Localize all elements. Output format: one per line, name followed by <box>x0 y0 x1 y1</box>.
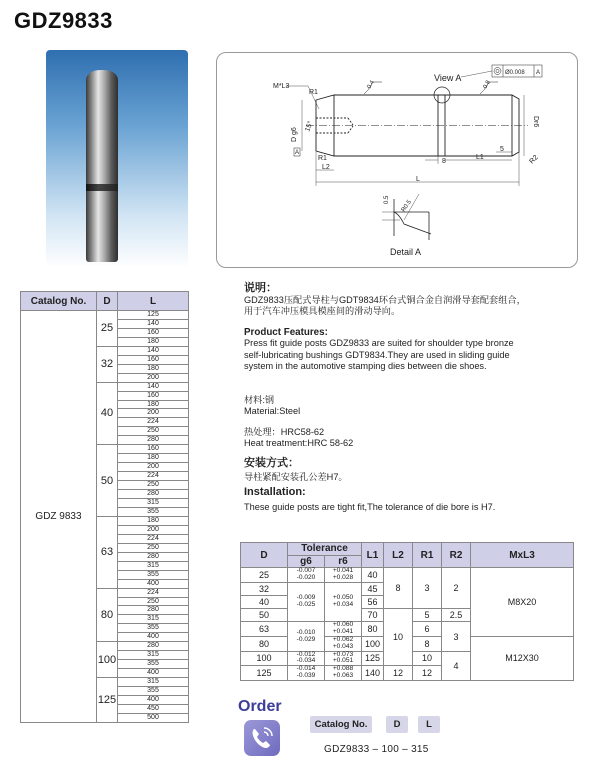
length-cell: 250 <box>118 543 189 552</box>
length-cell: 200 <box>118 373 189 382</box>
length-cell: 250 <box>118 427 189 436</box>
tolerance-table <box>240 542 574 681</box>
length-cell: 280 <box>118 606 189 615</box>
diameter-cell: 80 <box>97 588 118 642</box>
order-example: GDZ9833 – 100 – 315 <box>324 744 429 755</box>
length-cell: 200 <box>118 525 189 534</box>
length-cell: 315 <box>118 615 189 624</box>
dim-5-label: 5 <box>500 146 504 153</box>
length-cell: 400 <box>118 695 189 704</box>
header-catalog-no: Catalog No. <box>21 292 97 311</box>
chamfer-label: 15° <box>304 120 315 133</box>
tol-r1: 12 <box>413 666 442 681</box>
length-cell: 400 <box>118 669 189 678</box>
length-cell: 224 <box>118 588 189 597</box>
length-cell: 160 <box>118 445 189 454</box>
header-g6: g6 <box>288 555 325 568</box>
header-d: D <box>241 543 288 568</box>
tol-r6: +0.060 +0.041 <box>325 622 362 637</box>
technical-drawing <box>216 52 578 268</box>
length-cell: 180 <box>118 516 189 525</box>
length-cell: 140 <box>118 382 189 391</box>
finish-label-1: 0.4 <box>366 79 376 90</box>
catalog-table <box>20 291 189 723</box>
length-cell: 315 <box>118 651 189 660</box>
l2-label: L2 <box>322 164 330 171</box>
length-cell: 180 <box>118 364 189 373</box>
length-cell: 200 <box>118 409 189 418</box>
length-cell: 280 <box>118 490 189 499</box>
diameter-cell: 63 <box>97 516 118 588</box>
order-title: Order <box>238 698 282 715</box>
length-cell: 200 <box>118 463 189 472</box>
length-cell: 315 <box>118 678 189 687</box>
order-label-catalog: Catalog No. <box>310 716 372 733</box>
page-title: GDZ9833 <box>14 8 113 33</box>
install-cn-text: 导柱紧配安装孔公差H7。 <box>244 472 348 482</box>
header-l1: L1 <box>362 543 384 568</box>
length-cell: 355 <box>118 507 189 516</box>
length-cell: 160 <box>118 391 189 400</box>
detail-a-label: Detail A <box>390 247 422 257</box>
tol-l1: 80 <box>362 622 384 637</box>
view-a-label: View A <box>434 73 462 83</box>
length-cell: 140 <box>118 346 189 355</box>
description-cn-line-1: GDZ9833压配式导柱与GDT9834环台式铜合金自润滑导套配套组合， <box>244 294 526 305</box>
diameter-cell: 125 <box>97 678 118 723</box>
tol-r2: 4 <box>442 651 471 680</box>
length-cell: 500 <box>118 713 189 722</box>
heat-cn: 热处理：HRC58-62 <box>244 426 325 437</box>
features-line-1: Press fit guide posts GDZ9833 are suited for shoulder type bronze <box>244 338 514 348</box>
tol-d: 25 <box>241 568 288 583</box>
tol-l2: 12 <box>384 666 413 681</box>
diameter-cell: 25 <box>97 311 118 347</box>
length-cell: 125 <box>118 311 189 320</box>
length-cell: 160 <box>118 328 189 337</box>
detail-05-label: 0.5 <box>384 195 390 204</box>
order-label-d: D <box>386 716 408 733</box>
tol-d: 40 <box>241 595 288 608</box>
dr6-label: Dr6 <box>532 116 539 128</box>
tol-r2: 2.5 <box>442 609 471 622</box>
description-cn-heading: 说明： <box>244 282 277 294</box>
tol-g6: -0.012 -0.034 <box>288 651 325 666</box>
tolerance-box-ref: A <box>536 70 541 76</box>
tol-r1: 3 <box>413 568 442 609</box>
features-heading: Product Features: <box>244 326 328 338</box>
dim-8-label: 8 <box>442 158 446 165</box>
tol-l1: 70 <box>362 609 384 622</box>
length-cell: 450 <box>118 704 189 713</box>
datum-a-label: A <box>295 150 300 156</box>
header-r6: r6 <box>325 555 362 568</box>
tol-r6: +0.088 +0.063 <box>325 666 362 681</box>
length-cell: 355 <box>118 624 189 633</box>
tol-r6: +0.062 +0.043 <box>325 637 362 652</box>
tol-l1: 45 <box>362 582 384 595</box>
guide-post-groove <box>86 184 118 191</box>
material-cn: 材料:钢 <box>244 394 275 405</box>
r1-bottom-label: R1 <box>318 155 327 162</box>
catalog-row <box>21 311 189 320</box>
length-cell: 180 <box>118 400 189 409</box>
tol-r2: 2 <box>442 568 471 609</box>
tol-g6: -0.009 -0.025 <box>288 582 325 622</box>
description-block <box>244 283 584 514</box>
install-heading: Installation: <box>244 485 306 498</box>
length-cell: 355 <box>118 570 189 579</box>
heat-en: Heat treatment:HRC 58-62 <box>244 438 354 448</box>
tol-l1: 125 <box>362 651 384 666</box>
length-cell: 315 <box>118 499 189 508</box>
length-cell: 160 <box>118 355 189 364</box>
tol-l2: 10 <box>384 609 413 666</box>
header-l2: L2 <box>384 543 413 568</box>
diameter-cell: 50 <box>97 445 118 517</box>
tol-d: 50 <box>241 609 288 622</box>
tol-l1: 140 <box>362 666 384 681</box>
tol-l1: 56 <box>362 595 384 608</box>
length-cell: 355 <box>118 660 189 669</box>
tol-d: 80 <box>241 637 288 652</box>
l1-label: L1 <box>476 154 484 161</box>
header-l: L <box>118 292 189 311</box>
finish-label-2: 0.8 <box>482 79 492 90</box>
install-text: These guide posts are tight fit,The tolerance of die bore is H7. <box>244 502 496 512</box>
tol-mxl3: M12X30 <box>471 637 574 681</box>
length-cell: 180 <box>118 337 189 346</box>
header-r2: R2 <box>442 543 471 568</box>
length-cell: 280 <box>118 552 189 561</box>
features-line-2: self-lubricating bushings GDT9834.They are used in sliding guide <box>244 349 510 360</box>
tol-r6: +0.073 +0.051 <box>325 651 362 666</box>
length-cell: 180 <box>118 454 189 463</box>
length-cell: 224 <box>118 472 189 481</box>
header-r1: R1 <box>413 543 442 568</box>
tol-r2: 3 <box>442 622 471 651</box>
length-cell: 315 <box>118 561 189 570</box>
tol-r1: 5 <box>413 609 442 622</box>
tolerance-box-value: Ø0.008 <box>505 70 525 76</box>
phone-icon <box>244 720 280 756</box>
tol-r1: 10 <box>413 651 442 666</box>
tol-mxl3: M8X20 <box>471 568 574 637</box>
length-cell: 400 <box>118 579 189 588</box>
diameter-cell: 32 <box>97 346 118 382</box>
tol-d: 63 <box>241 622 288 637</box>
tol-d: 100 <box>241 651 288 666</box>
length-cell: 280 <box>118 642 189 651</box>
description-cn-line-2: 用于汽车冲压模具模座间的滑动导向。 <box>244 306 401 316</box>
length-cell: 400 <box>118 633 189 642</box>
length-cell: 250 <box>118 481 189 490</box>
tol-g6: -0.014 -0.039 <box>288 666 325 681</box>
tol-r1: 8 <box>413 637 442 652</box>
detail-r05-label: R0.5 <box>400 199 413 214</box>
order-label-l: L <box>418 716 440 733</box>
guide-post-image <box>86 70 118 262</box>
tol-d: 125 <box>241 666 288 681</box>
length-cell: 224 <box>118 534 189 543</box>
tol-r6: +0.050 +0.034 <box>325 582 362 622</box>
tol-l1: 100 <box>362 637 384 652</box>
diameter-cell: 100 <box>97 642 118 678</box>
length-cell: 280 <box>118 436 189 445</box>
material-en: Material:Steel <box>244 406 301 416</box>
tol-r6: +0.041 +0.028 <box>325 568 362 583</box>
tol-r1: 6 <box>413 622 442 637</box>
tol-l1: 40 <box>362 568 384 583</box>
mxl3-label: M*L3 <box>273 83 290 90</box>
header-d: D <box>97 292 118 311</box>
header-tolerance: Tolerance <box>288 543 362 556</box>
tol-d: 32 <box>241 582 288 595</box>
r1-top-label: R1 <box>309 89 318 96</box>
header-mxl3: MxL3 <box>471 543 574 568</box>
l-label: L <box>416 176 420 183</box>
diameter-cell: 40 <box>97 382 118 445</box>
length-cell: 224 <box>118 418 189 427</box>
install-cn-heading: 安装方式： <box>244 456 299 469</box>
length-cell: 250 <box>118 597 189 606</box>
tol-g6: -0.007 -0.020 <box>288 568 325 583</box>
tol-g6: -0.010 -0.029 <box>288 622 325 651</box>
r2-label: R2 <box>528 154 540 166</box>
tol-l2: 8 <box>384 568 413 609</box>
dg6-label: D g6 <box>291 127 298 142</box>
length-cell: 355 <box>118 687 189 696</box>
features-line-3: system in the automotive stamping dies between die shoes. <box>244 361 487 371</box>
length-cell: 140 <box>118 319 189 328</box>
catalog-no-cell: GDZ 9833 <box>21 311 97 723</box>
